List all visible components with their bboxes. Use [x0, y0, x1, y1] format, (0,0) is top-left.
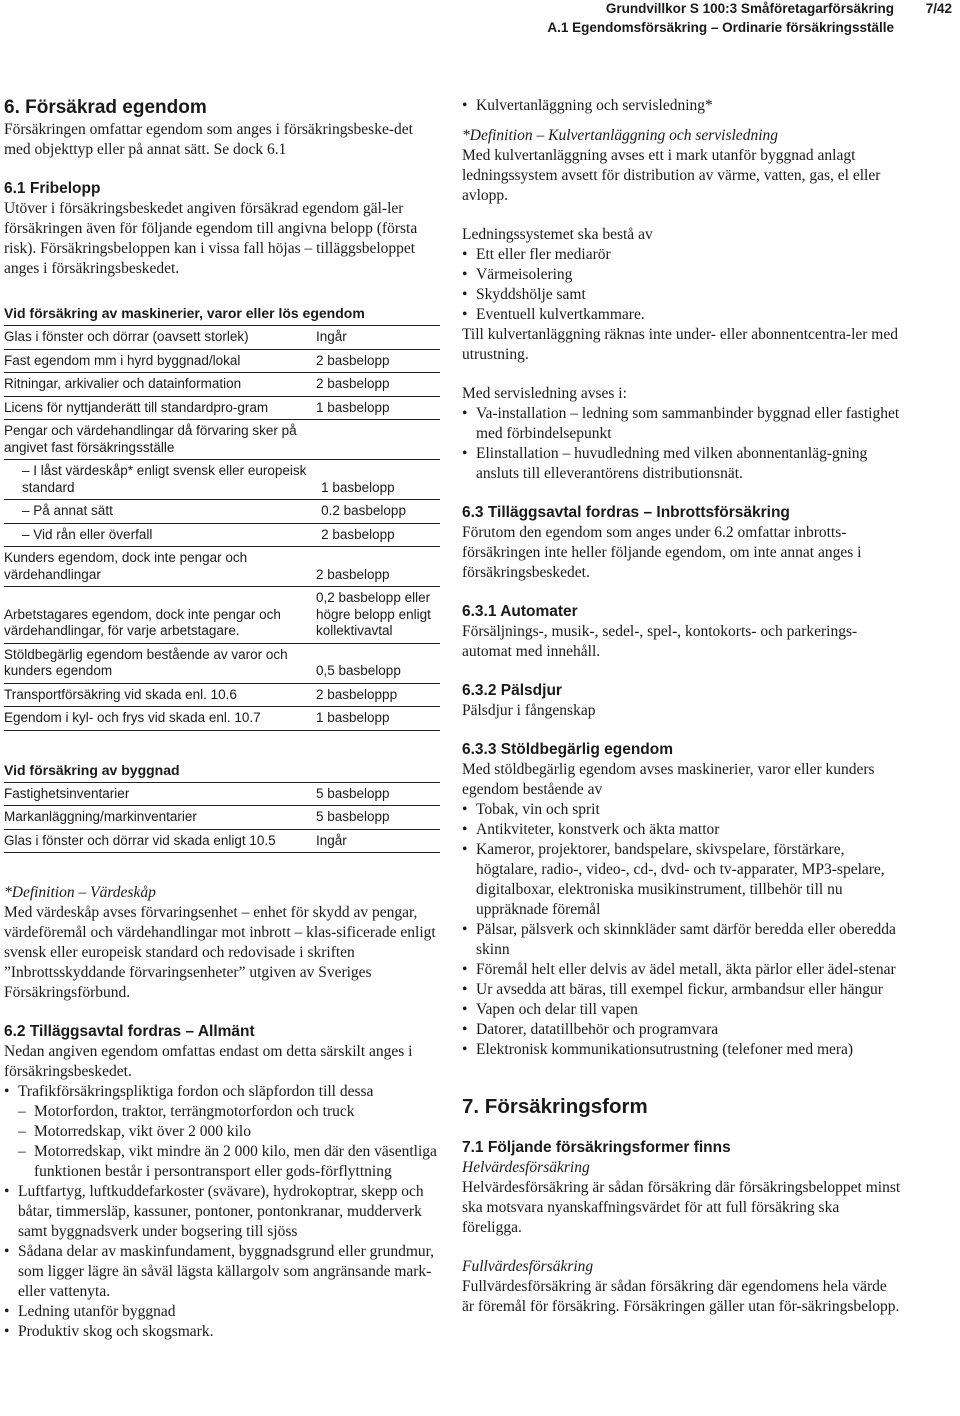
section-6-2-list	[4, 1082, 440, 1342]
ledning-intro: Ledningssystemet ska bestå av	[462, 226, 653, 243]
table-cell-amount: 0.2 basbelopp	[321, 503, 406, 518]
def-kulvert-title: *Definition – Kulvertanläggning och servisledning	[462, 127, 778, 144]
section-6-3-2-title: 6.3.2 Pälsdjur	[462, 682, 562, 699]
table-row	[4, 644, 440, 684]
table-cell-item: Glas i fönster och dörrar vid skada enligt 10.5	[4, 832, 276, 848]
table-cell-item: Licens för nyttjanderätt till standardpro-gram	[4, 399, 269, 415]
list-item: • Ledning utanför byggnad	[4, 1302, 440, 1322]
table-row	[4, 547, 440, 587]
table-cell-item: Kunders egendom, dock inte pengar och värdehandlingar	[4, 550, 248, 582]
list-item: • Vapen och delar till vapen	[462, 1000, 902, 1020]
table-cell-amount: 2 basbeloppp	[316, 686, 398, 702]
table2-title: Vid försäkring av byggnad	[4, 761, 440, 783]
list-item: – Motorfordon, traktor, terrängmotorfordon och truck	[4, 1102, 440, 1122]
section-6-1-text: Utöver i försäkringsbeskedet angiven försäkrad egendom gäl-ler försäkringen även för följande egendom till angivna belopp (första risk). Försäkringsbeloppen kan i vissa fall höjas – tilläggsbeloppet anges i försäkringsbeskedet.	[4, 200, 418, 277]
table-cell-amount: 5 basbelopp	[316, 785, 390, 801]
list-item: • Pälsar, pälsverk och skinnkläder samt därför beredda eller oberedda skinn	[462, 920, 902, 960]
kulvert-list	[462, 96, 902, 116]
table-cell-amount: 0,5 basbelopp	[316, 663, 401, 678]
helvarde-title: Helvärdesförsäkring	[462, 1159, 590, 1176]
table2	[4, 783, 440, 854]
table-cell-item: Fast egendom mm i hyrd byggnad/lokal	[4, 352, 241, 368]
section-6-3-3-list	[462, 800, 902, 1060]
table-row	[4, 373, 440, 397]
page-number: 7/42	[925, 1, 952, 16]
section-6-3-3-title: 6.3.3 Stöldbegärlig egendom	[462, 741, 674, 758]
section-6-2-text: Nedan angiven egendom omfattas endast om detta särskilt anges i försäkringsbeskedet.	[4, 1043, 413, 1080]
table-row	[4, 397, 440, 421]
section-7-title: 7. Försäkringsform	[462, 1095, 648, 1118]
list-item: • Tobak, vin och sprit	[462, 800, 902, 820]
list-item: • Föremål helt eller delvis av ädel metall, äkta pärlor eller ädel-stenar	[462, 960, 902, 980]
table1	[4, 326, 440, 731]
list-item: – Motorredskap, vikt över 2 000 kilo	[4, 1122, 440, 1142]
table-row	[4, 350, 440, 374]
table-cell-amount: Ingår	[316, 329, 347, 344]
list-item: • Eventuell kulvertkammare.	[462, 305, 902, 325]
table-cell-item: Arbetstagares egendom, dock inte pengar och värdehandlingar, för varje arbetstagare.	[4, 606, 281, 638]
right-column	[462, 96, 902, 1317]
list-item: • Värmeisolering	[462, 265, 902, 285]
list-item: • Elinstallation – huvudledning med vilken abonnentanläg-gning ansluts till elleverantörens distributionsnät.	[462, 444, 902, 484]
list-item: • Va-installation – ledning som sammanbinder byggnad eller fastighet med förbindelsepunkt	[462, 404, 902, 444]
table-cell-amount: 2 basbelopp	[316, 352, 390, 368]
def-vardeskap-text: Med värdeskåp avses förvaringsenhet – enhet för skydd av pengar, värdeföremål och värdehandlingar mot inbrott – klas-sificerade enligt svensk eller europeisk standard och redovisade i skriften ”Inbrottsskyddande förvaringsenheter” utgiven av Sveriges Försäkringsförbund.	[4, 904, 436, 1001]
left-column	[4, 96, 440, 1342]
table-cell-amount: 2 basbelopp	[321, 526, 395, 542]
list-item: • Skyddshölje samt	[462, 285, 902, 305]
def-kulvert-text: Med kulvertanläggning avses ett i mark utanför byggnad anlagt ledningssystem avsett för distribution av värme, vatten, gas, el eller avlopp.	[462, 147, 881, 204]
table-cell-amount: 1 basbelopp	[321, 479, 395, 495]
list-item: • Kameror, projektorer, bandspelare, skivspelare, förstärkare, högtalare, radio-, video-, cd-, dvd- och tv-apparater, MP3-spelare, digitalboxar, elektroniska musikinstrument, tillbehör till nu uppräknade föremål	[462, 840, 902, 920]
table-cell-amount: 1 basbelopp	[316, 710, 390, 725]
fullvarde-title: Fullvärdesförsäkring	[462, 1258, 594, 1275]
header-title: Grundvillkor S 100:3 Småföretagarförsäkring	[605, 1, 894, 16]
section-6-3-3-text: Med stöldbegärlig egendom avses maskinerier, varor eller kunders egendom bestående av	[462, 761, 875, 798]
table-cell-item: Egendom i kyl- och frys vid skada enl. 10.7	[4, 710, 261, 725]
section-6-title: 6. Försäkrad egendom	[4, 97, 207, 118]
table-cell-amount: 2 basbelopp	[316, 376, 390, 391]
table-cell-item: Markanläggning/markinventarier	[4, 809, 197, 824]
table-cell-item: Transportförsäkring vid skada enl. 10.6	[4, 686, 237, 702]
table-row	[4, 500, 440, 524]
table-cell-amount: Ingår	[316, 832, 347, 848]
table-row	[4, 783, 440, 807]
table-cell-item: Stöldbegärlig egendom bestående av varor och kunders egendom	[4, 646, 288, 678]
helvarde-text: Helvärdesförsäkring är sådan försäkring där försäkringsbeloppet minst ska motsvara nyanskaffningsvärdet för att full försäkring ska föreligga.	[462, 1179, 901, 1236]
section-6-3-text: Förutom den egendom som anges under 6.2 omfattar inbrotts-försäkringen inte heller följande egendom, om inte annat anges i försäkringsbeskedet.	[462, 524, 862, 581]
header-subtitle: A.1 Egendomsförsäkring – Ordinarie försäkringsställe	[547, 20, 894, 35]
section-6-3-title: 6.3 Tilläggsavtal fordras – Inbrottsförsäkring	[462, 504, 790, 521]
table-row	[4, 684, 440, 708]
table-cell-amount: 2 basbelopp	[316, 566, 390, 582]
def-vardeskap-title: *Definition – Värdeskåp	[4, 884, 156, 901]
section-6-3-1-text: Försäljnings-, musik-, sedel-, spel-, kontokorts- och parkerings-automat med innehåll.	[462, 623, 858, 660]
list-item: • Antikviteter, konstverk och äkta mattor	[462, 820, 902, 840]
table-cell-item: Ritningar, arkivalier och datainformation	[4, 376, 242, 391]
page-header	[352, 0, 952, 37]
servis-intro: Med servisledning avses i:	[462, 385, 627, 402]
list-item: • Datorer, datatillbehör och programvara	[462, 1020, 902, 1040]
list-item: • Trafikförsäkringspliktiga fordon och släpfordon till dessa	[4, 1082, 440, 1102]
table-row	[4, 707, 440, 731]
ledning-text: Till kulvertanläggning räknas inte under- eller abonnentcentra-ler med utrustning.	[462, 326, 898, 363]
fullvarde-text: Fullvärdesförsäkring är sådan försäkring där egendomens hela värde är föremål för försäkring. Försäkringen gäller utan för-säkringsbelopp.	[462, 1278, 900, 1315]
servis-list	[462, 404, 902, 484]
table-row	[4, 524, 440, 548]
section-6-3-2-text: Pälsdjur i fångenskap	[462, 702, 596, 719]
ledning-list	[462, 245, 902, 325]
list-item: • Ett eller fler mediarör	[462, 245, 902, 265]
table1-title: Vid försäkring av maskinerier, varor eller lös egendom	[4, 304, 440, 326]
table-cell-item: – På annat sätt	[22, 503, 113, 518]
table-cell-item: – Vid rån eller överfall	[22, 526, 153, 542]
section-6-3-1-title: 6.3.1 Automater	[462, 603, 578, 620]
table-row	[4, 420, 440, 460]
section-6-2-title: 6.2 Tilläggsavtal fordras – Allmänt	[4, 1023, 255, 1040]
section-6-text: Försäkringen omfattar egendom som anges i försäkringsbeske-det med objekttyp eller på annat sätt. Se dock 6.1	[4, 121, 413, 158]
table-cell-amount: 1 basbelopp	[316, 399, 390, 415]
section-6-1-title: 6.1 Fribelopp	[4, 180, 101, 197]
table-cell-amount: 5 basbelopp	[316, 809, 390, 824]
list-item: • Ur avsedda att bäras, till exempel fickur, armbandsur eller hängur	[462, 980, 902, 1000]
table-cell-item: Fastighetsinventarier	[4, 785, 130, 801]
table-cell-item: – I låst värdeskåp* enligt svensk eller europeisk standard	[22, 463, 307, 495]
list-item: • Produktiv skog och skogsmark.	[4, 1322, 440, 1342]
list-item: – Motorredskap, vikt mindre än 2 000 kilo, men där den väsentliga funktionen består i persontransport eller gods-förflyttning	[4, 1142, 440, 1182]
table-row	[4, 326, 440, 350]
table-cell-item: Pengar och värdehandlingar då förvaring sker på angivet fast försäkringsställe	[4, 423, 297, 455]
list-item: • Luftfartyg, luftkuddefarkoster (svävare), hydrokoptrar, skepp och båtar, timmersläp, kassuner, pontoner, pontonkranar, mudderverk samt byggnadsverk under bogsering till sjöss	[4, 1182, 440, 1242]
list-item: • Kulvertanläggning och servisledning*	[462, 96, 902, 116]
list-item: • Elektronisk kommunikationsutrustning (telefoner med mera)	[462, 1040, 902, 1060]
table-cell-item: Glas i fönster och dörrar (oavsett storlek)	[4, 329, 249, 344]
section-7-1-title: 7.1 Följande försäkringsformer finns	[462, 1139, 731, 1156]
table-row	[4, 587, 440, 644]
table-row	[4, 830, 440, 854]
table-row	[4, 460, 440, 500]
table-row	[4, 806, 440, 830]
list-item: • Sådana delar av maskinfundament, byggnadsgrund eller grundmur, som ligger lägre än såväl lägsta källargolv som angränsande mark- eller vattenyta.	[4, 1242, 440, 1302]
table-cell-amount: 0,2 basbelopp eller högre belopp enligt kollektivavtal	[316, 590, 431, 638]
